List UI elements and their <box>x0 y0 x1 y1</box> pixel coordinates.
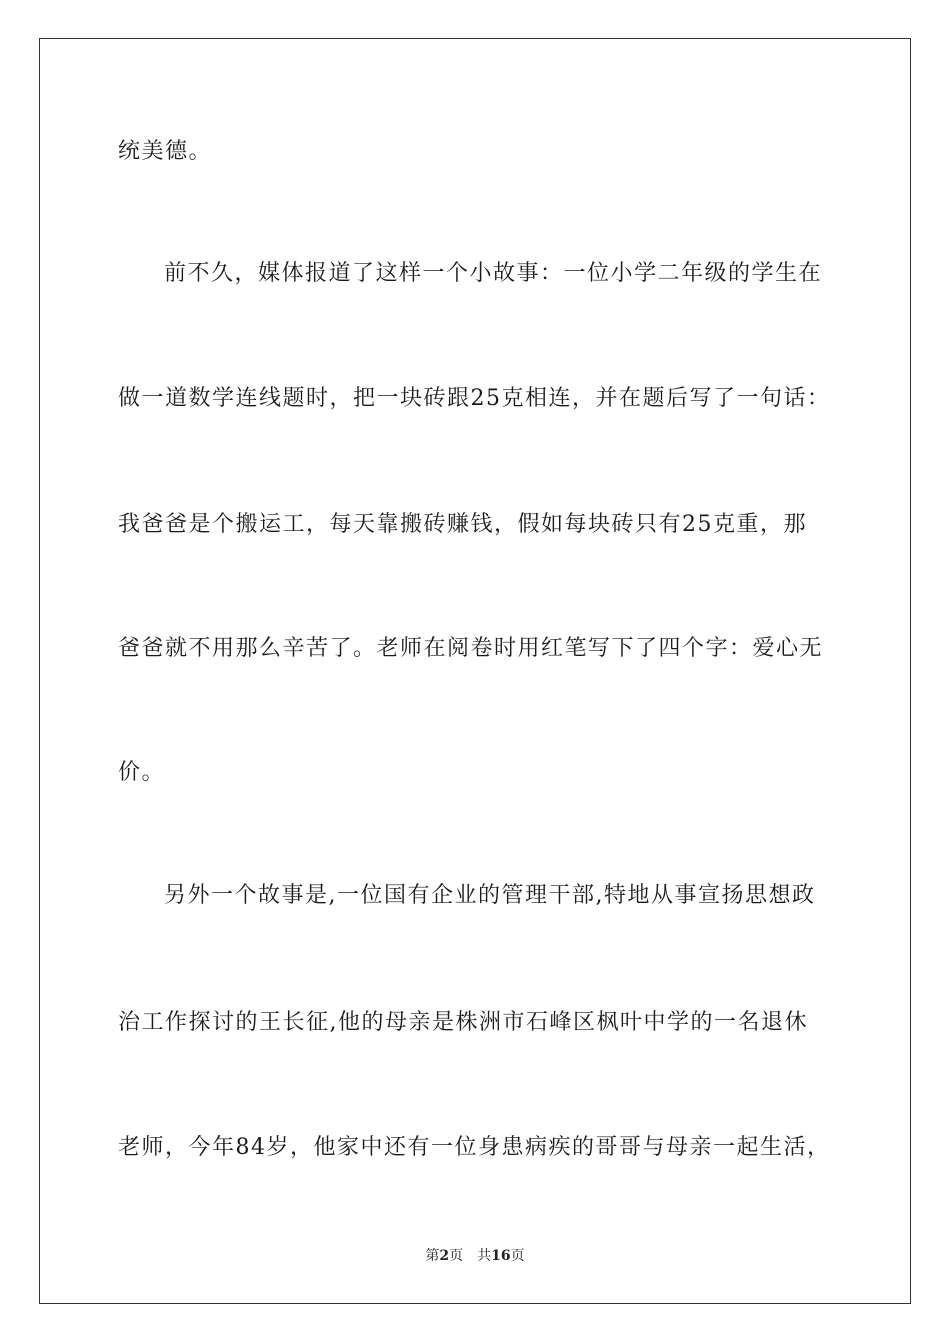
footer-total-prefix: 共 <box>477 1248 492 1264</box>
text-line-4: 我爸爸是个搬运工，每天靠搬砖赚钱，假如每块砖只有25克重，那 <box>118 512 807 537</box>
text-line-9: 老师，今年84岁，他家中还有一位身患病疾的哥哥与母亲一起生活， <box>118 1135 831 1160</box>
footer-page-suffix: 页 <box>449 1248 464 1264</box>
paragraph-start-1: 前不久，媒体报道了这样一个小故事：一位小学二年级的学生在 <box>164 261 823 286</box>
text-line-5: 爸爸就不用那么辛苦了。老师在阅卷时用红笔写下了四个字：爱心无 <box>118 636 824 661</box>
text-line-8: 治工作探讨的王长征,他的母亲是株洲市石峰区枫叶中学的一名退休 <box>118 1010 808 1035</box>
paragraph-start-2: 另外一个故事是,一位国有企业的管理干部,特地从事宣扬思想政 <box>164 883 816 908</box>
page-border <box>39 38 911 1304</box>
footer-page-prefix: 第 <box>425 1248 440 1264</box>
text-line-1: 统美德。 <box>118 139 213 164</box>
page-footer <box>0 1246 950 1266</box>
text-line-3: 做一道数学连线题时，把一块砖跟25克相连，并在题后写了一句话： <box>118 386 831 411</box>
text-line-6: 价。 <box>118 760 166 785</box>
footer-total-suffix: 页 <box>510 1248 525 1264</box>
footer-total-pages: 16 <box>491 1248 511 1264</box>
footer-page-number: 2 <box>439 1248 450 1264</box>
